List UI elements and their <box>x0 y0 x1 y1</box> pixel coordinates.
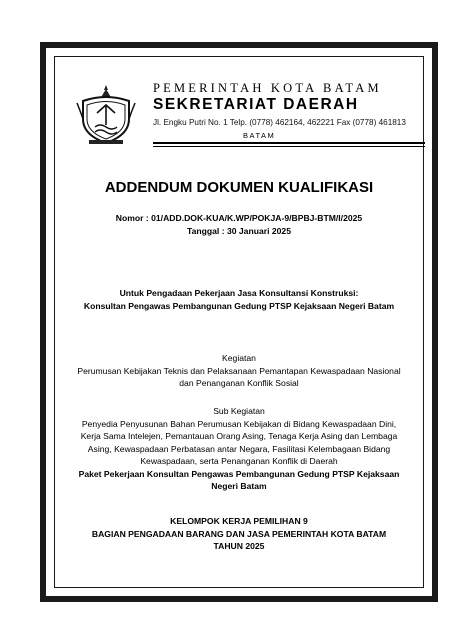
letterhead <box>65 73 425 157</box>
sub-kegiatan-line: Penyedia Penyusunan Bahan Perumusan Kebijakan di Bidang Kewaspadaan Dini, <box>81 418 397 429</box>
batam-crest-icon <box>75 83 137 145</box>
footer-line: BAGIAN PENGADAAN BARANG DAN JASA PEMERINTAH KOTA BATAM <box>91 528 387 539</box>
letterhead-rule-thick <box>153 142 425 144</box>
page-border-outer <box>40 42 438 602</box>
page-border-inner <box>54 56 424 588</box>
sub-kegiatan-line: Kewaspadaan, serta Penanganan Konflik di Daerah <box>140 456 338 466</box>
document-date: Tanggal : 30 Januari 2025 <box>187 225 291 236</box>
sub-kegiatan-line: Asing, Kewaspadaan Perbatasan antar Negara, Fasilitasi Kelembagaan Bidang <box>87 443 391 454</box>
kegiatan-section <box>65 352 413 390</box>
document-reference <box>65 212 413 237</box>
sub-kegiatan-line: Kerja Sama Intelejen, Pemantauan Orang Asing, Tenaga Kerja Asing dan Lembaga <box>80 431 398 441</box>
procurement-line: Untuk Pengadaan Pekerjaan Jasa Konsultansi Konstruksi: <box>119 288 359 298</box>
procurement-title <box>65 287 413 312</box>
kegiatan-line: Perumusan Kebijakan Teknis dan Pelaksanaan Pemantapan Kewaspadaan Nasional <box>77 365 401 376</box>
footer-line: TAHUN 2025 <box>213 541 265 551</box>
kegiatan-line: dan Penanganan Konflik Sosial <box>179 378 299 388</box>
sub-kegiatan-label: Sub Kegiatan <box>213 406 265 416</box>
government-name: PEMERINTAH KOTA BATAM <box>153 81 382 95</box>
address-line: Jl. Engku Putri No. 1 Telp. (0778) 462164, 462221 Fax (0778) 461813 <box>153 118 406 127</box>
department-name: SEKRETARIAT DAERAH <box>153 96 359 113</box>
footer-line: KELOMPOK KERJA PEMILIHAN 9 <box>170 516 308 526</box>
footer-issuer <box>65 515 413 553</box>
package-line: Negeri Batam <box>211 481 267 491</box>
package-line: Paket Pekerjaan Konsultan Pengawas Pembangunan Gedung PTSP Kejaksaan <box>78 468 400 479</box>
document-title: ADDENDUM DOKUMEN KUALIFIKASI <box>104 179 374 196</box>
procurement-line: Konsultan Pengawas Pembangunan Gedung PTSP Kejaksaan Negeri Batam <box>83 300 395 311</box>
letterhead-rule-thin <box>153 146 425 147</box>
city-label: BATAM <box>243 131 276 140</box>
document-number: Nomor : 01/ADD.DOK-KUA/K.WP/POKJA-9/BPBJ-BTM/I/2025 <box>115 213 363 223</box>
kegiatan-label: Kegiatan <box>222 353 256 363</box>
sub-kegiatan-section <box>65 405 413 493</box>
